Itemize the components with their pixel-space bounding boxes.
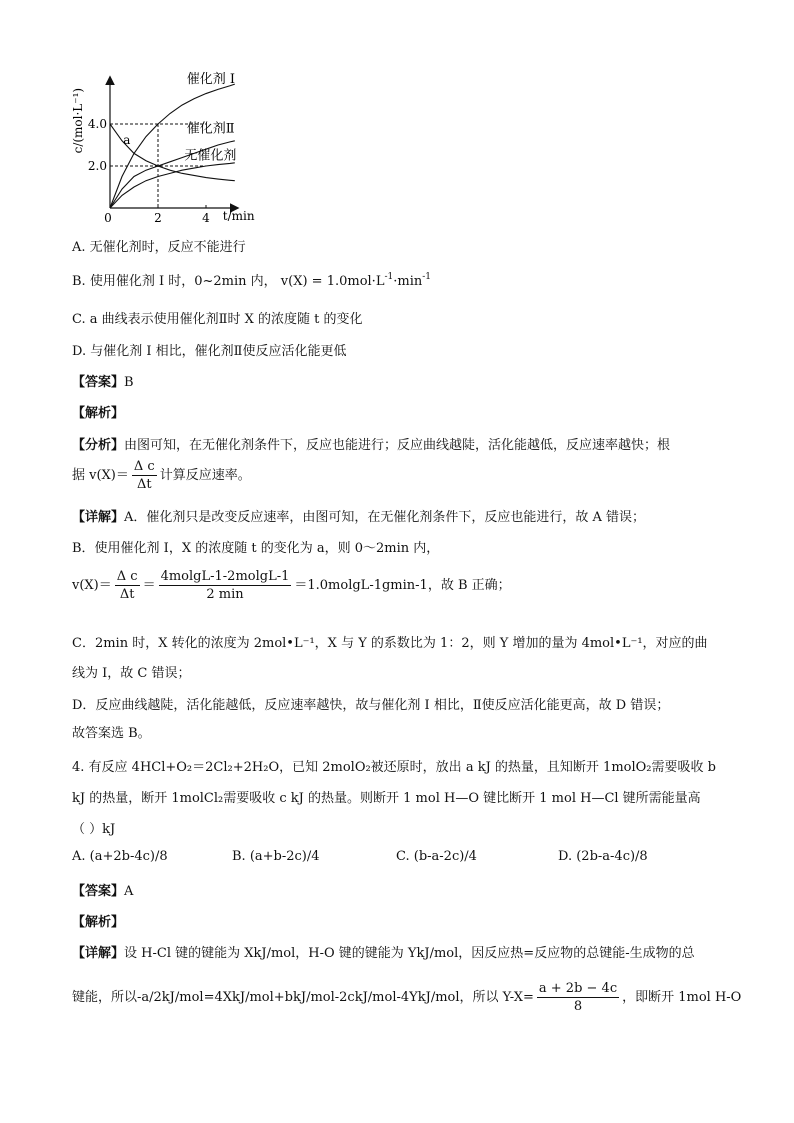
q3-option-c: C. a 曲线表示使用催化剂Ⅱ时 X 的浓度随 t 的变化: [72, 312, 363, 327]
q3-option-b-sup2: -1: [422, 272, 432, 282]
q3-fenxi-line1: [72, 434, 670, 453]
q3-calc-vx: v(X)＝: [72, 578, 112, 593]
q3-option-b-min: ·min: [393, 274, 423, 289]
origin-label: 0: [104, 211, 112, 225]
x-axis-label: t/min: [222, 209, 255, 223]
q3-answer-value: B: [124, 375, 134, 390]
q3-rate-numerator: Δ c: [133, 459, 155, 474]
q3-option-b: [72, 270, 431, 289]
q3-calc-num1: Δ c: [116, 569, 138, 584]
q3-conclusion: 故答案选 B。: [72, 726, 151, 741]
q3-fenxi-line2: [72, 458, 251, 493]
y-tick-label: 2.0: [87, 159, 107, 173]
q4-option-b: B. (a+b-2c)/4: [232, 849, 320, 864]
q4-answer: [72, 880, 133, 899]
q4-stem-line3: （ ）kJ: [72, 822, 116, 837]
q4-option-c: C. (b-a-2c)/4: [396, 849, 477, 864]
q3-calc-num2: 4molgL-1-2molgL-1: [160, 569, 290, 584]
x-tick-label: 4: [202, 211, 210, 225]
q4-detail-line1: [72, 942, 695, 961]
q4-option-a: A. (a+2b-4c)/8: [72, 849, 168, 864]
q3-fenxi-text2-post: 计算反应速率。: [159, 468, 251, 483]
x-tick-label: 2: [154, 211, 162, 225]
q3-calc-den1: Δt: [119, 587, 135, 602]
y-tick-label: 4.0: [87, 117, 107, 131]
q3-detail-a-text: A．催化剂只是改变反应速率，由图可知，在无催化剂条件下，反应也能进行，故 A 错误；: [124, 510, 646, 525]
q4-analysis-tag: 【解析】: [72, 915, 125, 930]
q4-detail-tag: 【详解】: [72, 946, 125, 961]
q3-calc-fraction2: [159, 568, 292, 603]
series-label-1: 催化剂Ⅱ: [186, 121, 235, 137]
series-label-0: 催化剂 I: [186, 72, 236, 88]
q3-calculation: v(X)＝ $\frac{\text{Δ c}}{\Delta t}$ ＝ $\frac{4molgL-1-2molgL-1}{2 \min}$ ＝1.0molgL-1gmin-1，故 B 正确；: [72, 569, 511, 602]
q4-detail-text1: 设 H-Cl 键的键能为 XkJ/mol，H-O 键的键能为 YkJ/mol，因反应热=反应物的总键能-生成物的总: [124, 946, 695, 961]
q3-option-b-text: B. 使用催化剂 I 时，0~2min 内，: [72, 274, 277, 289]
q4-option-d: D. (2b-a-4c)/8: [558, 849, 648, 864]
q4-detail-text2-post: ，即断开 1mol H-O: [622, 990, 742, 1005]
q4-detail-text2-pre: 键能，所以-a/2kJ/mol=4XkJ/mol+bkJ/mol-2ckJ/mol-4YkJ/mol，所以 Y-X=: [72, 990, 534, 1005]
y-axis-label: c/(mol·L⁻¹): [71, 87, 85, 154]
q3-option-b-sup1: -1: [384, 272, 394, 282]
q3-analysis-tag: 【解析】: [72, 406, 125, 421]
q3-fenxi-tag: 【分析】: [72, 438, 125, 453]
q3-option-b-velocity: v(X) = 1.0mol·L: [280, 274, 385, 289]
chart-labels: [71, 71, 255, 225]
q3-detail-c2: 线为 I，故 C 错误；: [72, 666, 191, 681]
q4-result-fraction: [537, 980, 619, 1015]
q4-stem-line2: kJ 的热量，断开 1molCl₂需要吸收 c kJ 的热量。则断开 1 mol H—O 键比断开 1 mol H—Cl 键所需能量高: [72, 791, 701, 806]
q4-stem-line1: 4. 有反应 4HCl+O₂＝2Cl₂+2H₂O，已知 2molO₂被还原时，放出 a kJ 的热量，且知断开 1molO₂需要吸收 b: [72, 760, 716, 775]
q3-calc-result: ＝1.0molgL-1gmin-1，故 B 正确；: [294, 578, 511, 593]
q3-option-a: A. 无催化剂时，反应不能进行: [72, 240, 246, 255]
q3-detail-a: [72, 506, 645, 525]
q4-answer-value: A: [124, 884, 134, 899]
q3-option-d: D. 与催化剂 I 相比，催化剂Ⅱ使反应活化能更低: [72, 344, 347, 359]
q3-calc-fraction1: [115, 568, 140, 603]
curve-a-label: a: [123, 132, 131, 147]
q3-rate-fraction: [132, 458, 157, 493]
q3-answer-tag: 【答案】: [72, 375, 125, 390]
q3-detail-b1: B．使用催化剂 I，X 的浓度随 t 的变化为 a，则 0～2min 内，: [72, 541, 440, 556]
q3-detail-d1: D．反应曲线越陡，活化能越低，反应速率越快，故与催化剂 I 相比，Ⅱ使反应活化能更高，故 D 错误；: [72, 698, 670, 713]
q3-fenxi-text1: 由图可知，在无催化剂条件下，反应也能进行；反应曲线越陡，活化能越低，反应速率越快；根: [124, 438, 671, 453]
q3-answer: [72, 371, 134, 390]
q4-detail-line2: [72, 980, 741, 1015]
q3-detail-c1: C．2min 时，X 转化的浓度为 2mol•L⁻¹，X 与 Y 的系数比为 1：2，则 Y 增加的量为 4mol•L⁻¹，对应的曲: [72, 636, 708, 651]
q4-result-denominator: 8: [573, 999, 583, 1014]
q4-result-numerator: a + 2b − 4c: [538, 981, 618, 996]
series-label-2: 无催化剂: [184, 148, 237, 164]
concentration-time-chart: [60, 60, 300, 230]
q3-fenxi-text2-pre: 据 v(X)＝: [72, 468, 129, 483]
q4-answer-tag: 【答案】: [72, 884, 125, 899]
q3-rate-denominator: Δt: [136, 477, 152, 492]
q3-detail-tag: 【详解】: [72, 510, 125, 525]
series-line-2: [110, 163, 235, 208]
q3-calc-den2: 2 min: [206, 587, 244, 602]
